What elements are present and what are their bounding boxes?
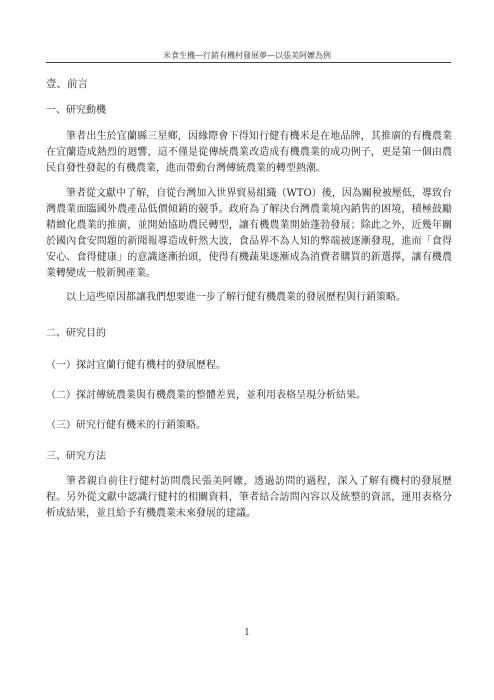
subsection-heading-purpose: 二、研究目的 bbox=[46, 328, 106, 339]
page-number: 1 bbox=[244, 628, 250, 638]
header-divider bbox=[46, 62, 451, 63]
purpose-item-2: （二）探討傳統農業與有機農業的整體差異，並利用表格呈現分析結果。 bbox=[46, 390, 366, 401]
running-header: 米食生機—行銷有機村發展夢—以張美阿嬤為例 bbox=[163, 51, 331, 60]
subsection-heading-motivation: 一、研究動機 bbox=[46, 105, 106, 116]
paragraph-motivation-3: 以上這些原因都讓我們想要進一步了解行健有機農業的發展歷程與行銷策略。 bbox=[66, 292, 406, 303]
paragraph-method: 筆者親自前往行健村訪問農民張美阿嬤，透過訪問的過程，深入了解有機村的發展歷程。另外從文獻中認識行健村的相關資料，筆者結合訪問內容以及統整的資訊，運用表格分析成結果，並且給予有機農業未來發展的建議。 bbox=[46, 476, 452, 519]
subsection-heading-method: 三、研究方法 bbox=[46, 451, 106, 462]
section-heading-intro: 壹、前言 bbox=[46, 78, 88, 90]
paragraph-motivation-1: 筆者出生於宜蘭縣三星鄉，因緣際會下得知行健有機米是在地品牌，其推廣的有機農業在宜蘭造成熱烈的迴響，這不僅是從傳統農業改造成有機農業的成功例子，更是第一個由農民自發性發起的有機農業，進而帶動台灣傳統農業的轉型熱潮。 bbox=[46, 131, 452, 174]
purpose-item-1: （一）探討宜蘭行健有機村的發展歷程。 bbox=[46, 360, 226, 371]
paragraph-motivation-2: 筆者從文獻中了解，自從台灣加入世界貿易組織（WTO）後，因為關稅被壓低，導致台灣農業面臨國外農產品低價傾銷的競爭。政府為了解決台灣農業境內銷售的困境，積極鼓勵精緻化農業的推廣，並開始協助農民轉型，讓有機農業開始蓬勃發展；除此之外，近幾年關於國內食安問題的新聞報導造成軒然大波，食品界不為人知的弊端被逐漸發現，進而「食得安心、食得健康」的意識逐漸抬頭，使得有機蔬果逐漸成為消費者購買的新選擇，讓有機農業轉變成一般新興產業。 bbox=[46, 188, 452, 279]
purpose-item-3: （三）研究行健有機米的行銷策略。 bbox=[46, 420, 206, 431]
